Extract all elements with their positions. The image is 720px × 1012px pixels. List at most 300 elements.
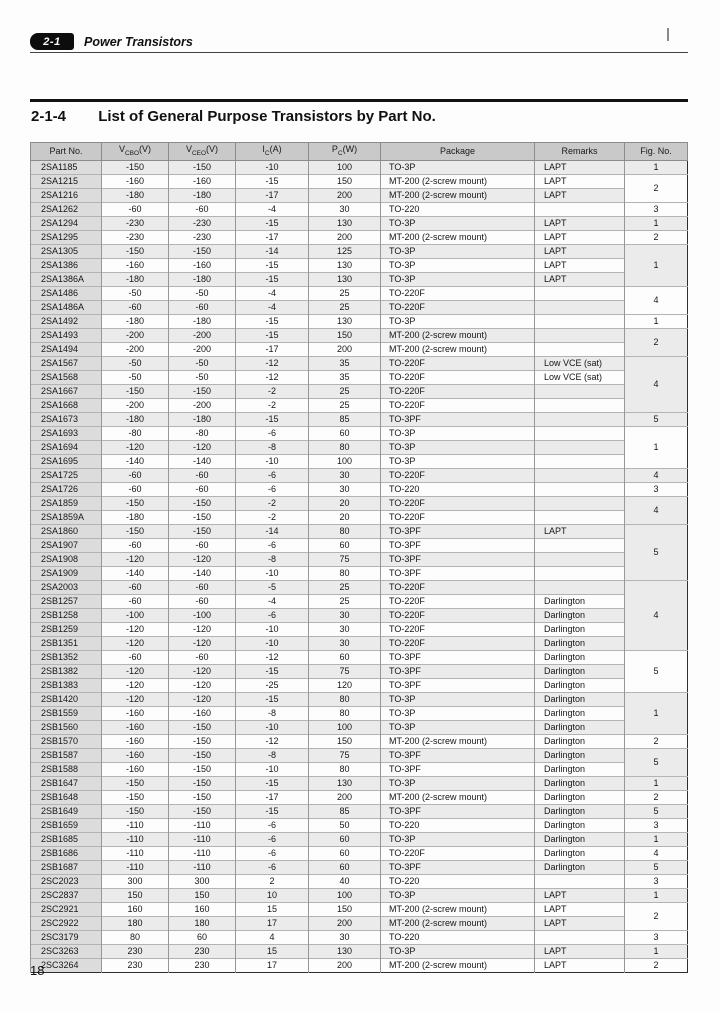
vceo-cell: -60 [169,202,236,216]
table-row [31,384,688,398]
package-cell: TO-3PF [381,552,535,566]
table-row [31,468,688,482]
vcbo-cell: -60 [102,650,169,664]
vceo-cell: -150 [169,804,236,818]
vcbo-cell: -150 [102,160,169,174]
table-row [31,622,688,636]
vcbo-cell: -60 [102,482,169,496]
table-row [31,664,688,678]
remarks-cell [535,426,625,440]
vceo-cell: -180 [169,314,236,328]
table-row [31,790,688,804]
table-row [31,538,688,552]
ic-cell: -17 [236,342,309,356]
table-row [31,762,688,776]
vceo-cell: -60 [169,594,236,608]
vcbo-cell: -120 [102,678,169,692]
fig-no-cell: 1 [625,944,688,958]
pc-cell: 130 [309,776,381,790]
package-cell: TO-3PF [381,412,535,426]
pc-cell: 30 [309,468,381,482]
pc-cell: 20 [309,496,381,510]
part-no-cell: 2SC2837 [31,888,102,902]
remarks-cell [535,440,625,454]
part-no-cell: 2SB1685 [31,832,102,846]
vceo-cell: -150 [169,748,236,762]
package-cell: MT-200 (2-screw mount) [381,790,535,804]
vcbo-cell: 230 [102,944,169,958]
package-cell: MT-200 (2-screw mount) [381,958,535,972]
part-no-cell: 2SC3264 [31,958,102,972]
remarks-cell: Darlington [535,678,625,692]
column-header: $V_{CEO}(V)$ [169,143,236,161]
package-cell: TO-220F [381,622,535,636]
vceo-cell: -50 [169,356,236,370]
package-cell: MT-200 (2-screw mount) [381,174,535,188]
header-rule [30,52,688,53]
vceo-cell: -150 [169,790,236,804]
remarks-cell [535,328,625,342]
package-cell: TO-3PF [381,804,535,818]
pc-cell: 60 [309,650,381,664]
vceo-cell: -150 [169,762,236,776]
vceo-cell: -150 [169,384,236,398]
pc-cell: 85 [309,804,381,818]
pc-cell: 80 [309,566,381,580]
part-no-cell: 2SA1668 [31,398,102,412]
vceo-cell: -110 [169,832,236,846]
vceo-cell: -120 [169,440,236,454]
pc-cell: 200 [309,342,381,356]
part-no-cell: 2SA1294 [31,216,102,230]
package-cell: TO-220F [381,608,535,622]
part-no-cell: 2SA1726 [31,482,102,496]
ic-cell: -4 [236,300,309,314]
ic-cell: 15 [236,902,309,916]
registration-mark [667,28,669,41]
vceo-cell: -50 [169,370,236,384]
part-no-cell: 2SB1258 [31,608,102,622]
pc-cell: 130 [309,258,381,272]
vceo-cell: -150 [169,524,236,538]
vcbo-cell: -110 [102,860,169,874]
pc-cell: 30 [309,636,381,650]
pc-cell: 125 [309,244,381,258]
remarks-cell: Darlington [535,720,625,734]
pc-cell: 25 [309,300,381,314]
remarks-cell: Darlington [535,748,625,762]
package-cell: TO-3P [381,832,535,846]
pc-cell: 150 [309,734,381,748]
ic-cell: -15 [236,258,309,272]
part-no-cell: 2SA1386A [31,272,102,286]
vceo-cell: -100 [169,608,236,622]
pc-cell: 150 [309,328,381,342]
pc-cell: 80 [309,524,381,538]
vceo-cell: -120 [169,552,236,566]
section-title-text: List of General Purpose Transistors by Part No. [98,108,436,125]
fig-no-cell: 1 [625,692,688,734]
vcbo-cell: -60 [102,538,169,552]
vceo-cell: -200 [169,342,236,356]
pc-cell: 30 [309,608,381,622]
ic-cell: -15 [236,174,309,188]
column-header: Package [381,143,535,161]
package-cell: TO-3P [381,776,535,790]
vcbo-cell: -180 [102,510,169,524]
vceo-cell: -180 [169,272,236,286]
remarks-cell: LAPT [535,258,625,272]
part-no-cell: 2SB1659 [31,818,102,832]
part-no-cell: 2SB1687 [31,860,102,874]
fig-no-cell: 1 [625,160,688,174]
pc-cell: 75 [309,552,381,566]
table-row [31,174,688,188]
table-row [31,776,688,790]
pc-cell: 80 [309,706,381,720]
vcbo-cell: -120 [102,664,169,678]
part-no-cell: 2SC3179 [31,930,102,944]
ic-cell: -12 [236,370,309,384]
vcbo-cell: -160 [102,748,169,762]
pc-cell: 130 [309,216,381,230]
vcbo-cell: -120 [102,692,169,706]
section-number: 2-1-4 [31,108,67,125]
table-row [31,748,688,762]
part-no-cell: 2SA1860 [31,524,102,538]
table-row [31,734,688,748]
vceo-cell: -120 [169,678,236,692]
part-no-cell: 2SA1567 [31,356,102,370]
column-header: Remarks [535,143,625,161]
remarks-cell: LAPT [535,902,625,916]
part-no-cell: 2SB1383 [31,678,102,692]
remarks-cell [535,314,625,328]
table-row [31,636,688,650]
vceo-cell: -180 [169,412,236,426]
ic-cell: -8 [236,706,309,720]
table-row [31,300,688,314]
part-no-cell: 2SB1351 [31,636,102,650]
ic-cell: -15 [236,664,309,678]
vcbo-cell: 230 [102,958,169,972]
part-no-cell: 2SA1216 [31,188,102,202]
table-row [31,258,688,272]
ic-cell: -2 [236,510,309,524]
vceo-cell: -180 [169,188,236,202]
part-no-cell: 2SA1493 [31,328,102,342]
fig-no-cell: 5 [625,748,688,776]
table-row [31,874,688,888]
fig-no-cell: 4 [625,496,688,524]
vcbo-cell: -200 [102,342,169,356]
pc-cell: 40 [309,874,381,888]
remarks-cell [535,468,625,482]
table-row [31,244,688,258]
fig-no-cell: 4 [625,580,688,650]
ic-cell: -17 [236,230,309,244]
fig-no-cell: 3 [625,874,688,888]
pc-cell: 100 [309,720,381,734]
pc-cell: 25 [309,286,381,300]
remarks-cell: Darlington [535,790,625,804]
column-header: Part No. [31,143,102,161]
vcbo-cell: -150 [102,804,169,818]
pc-cell: 100 [309,888,381,902]
ic-cell: 4 [236,930,309,944]
pc-cell: 130 [309,272,381,286]
fig-no-cell: 3 [625,818,688,832]
vceo-cell: 230 [169,958,236,972]
vcbo-cell: -160 [102,762,169,776]
ic-cell: -6 [236,468,309,482]
remarks-cell: Darlington [535,860,625,874]
part-no-cell: 2SA1859A [31,510,102,524]
vceo-cell: -150 [169,734,236,748]
column-header: $I_C(A)$ [236,143,309,161]
part-no-cell: 2SB1259 [31,622,102,636]
package-cell: TO-3P [381,706,535,720]
part-no-cell: 2SB1587 [31,748,102,762]
remarks-cell: Low VCE (sat) [535,370,625,384]
fig-no-cell: 4 [625,846,688,860]
package-cell: TO-220F [381,846,535,860]
vceo-cell: -160 [169,706,236,720]
table-row [31,370,688,384]
pc-cell: 80 [309,762,381,776]
pc-cell: 30 [309,622,381,636]
remarks-cell: LAPT [535,188,625,202]
package-cell: TO-3P [381,426,535,440]
vceo-cell: -160 [169,258,236,272]
fig-no-cell: 1 [625,426,688,468]
pc-cell: 100 [309,454,381,468]
remarks-cell: Darlington [535,706,625,720]
fig-no-cell: 2 [625,958,688,972]
package-cell: TO-3P [381,258,535,272]
table-row [31,594,688,608]
package-cell: MT-200 (2-screw mount) [381,342,535,356]
package-cell: TO-3P [381,440,535,454]
table-row [31,314,688,328]
pc-cell: 200 [309,958,381,972]
pc-cell: 150 [309,174,381,188]
column-header: Fig. No. [625,143,688,161]
table-row [31,650,688,664]
ic-cell: -10 [236,622,309,636]
vceo-cell: -140 [169,454,236,468]
vceo-cell: -150 [169,244,236,258]
ic-cell: -10 [236,762,309,776]
pc-cell: 30 [309,930,381,944]
remarks-cell [535,342,625,356]
package-cell: MT-200 (2-screw mount) [381,230,535,244]
ic-cell: -17 [236,790,309,804]
vcbo-cell: -120 [102,622,169,636]
package-cell: MT-200 (2-screw mount) [381,188,535,202]
table-row [31,524,688,538]
ic-cell: -2 [236,496,309,510]
ic-cell: -15 [236,776,309,790]
package-cell: TO-220F [381,398,535,412]
package-cell: TO-220 [381,482,535,496]
package-cell: TO-220F [381,300,535,314]
vceo-cell: -60 [169,468,236,482]
pc-cell: 50 [309,818,381,832]
part-no-cell: 2SA1859 [31,496,102,510]
part-no-cell: 2SA1185 [31,160,102,174]
package-cell: MT-200 (2-screw mount) [381,328,535,342]
table-row [31,398,688,412]
pc-cell: 25 [309,594,381,608]
part-no-cell: 2SA1693 [31,426,102,440]
vcbo-cell: -140 [102,454,169,468]
vceo-cell: -60 [169,650,236,664]
ic-cell: -2 [236,384,309,398]
part-no-cell: 2SB1570 [31,734,102,748]
table-row [31,216,688,230]
ic-cell: -25 [236,678,309,692]
remarks-cell: LAPT [535,944,625,958]
vceo-cell: -120 [169,636,236,650]
remarks-cell [535,300,625,314]
package-cell: TO-220F [381,468,535,482]
remarks-cell: LAPT [535,244,625,258]
ic-cell: -8 [236,748,309,762]
table-row [31,272,688,286]
ic-cell: -15 [236,412,309,426]
vcbo-cell: -180 [102,188,169,202]
vcbo-cell: -180 [102,314,169,328]
ic-cell: -6 [236,482,309,496]
ic-cell: 17 [236,958,309,972]
package-cell: TO-220F [381,496,535,510]
remarks-cell: LAPT [535,916,625,930]
package-cell: TO-220F [381,370,535,384]
vcbo-cell: 150 [102,888,169,902]
chapter-tab [30,33,74,50]
vceo-cell: -80 [169,426,236,440]
table-row [31,160,688,174]
remarks-cell: Darlington [535,692,625,706]
part-no-cell: 2SA1486 [31,286,102,300]
part-no-cell: 2SA1215 [31,174,102,188]
ic-cell: 15 [236,944,309,958]
part-no-cell: 2SA1667 [31,384,102,398]
fig-no-cell: 2 [625,790,688,804]
vcbo-cell: -150 [102,776,169,790]
vcbo-cell: 160 [102,902,169,916]
remarks-cell [535,552,625,566]
table-row [31,202,688,216]
vceo-cell: -150 [169,510,236,524]
ic-cell: -2 [236,398,309,412]
vcbo-cell: 180 [102,916,169,930]
fig-no-cell: 5 [625,860,688,874]
pc-cell: 200 [309,230,381,244]
remarks-cell [535,538,625,552]
part-no-cell: 2SA1568 [31,370,102,384]
pc-cell: 130 [309,944,381,958]
remarks-cell: Darlington [535,762,625,776]
package-cell: TO-3PF [381,538,535,552]
pc-cell: 85 [309,412,381,426]
table-row [31,846,688,860]
vcbo-cell: -50 [102,370,169,384]
pc-cell: 75 [309,748,381,762]
package-cell: TO-220F [381,384,535,398]
ic-cell: -5 [236,580,309,594]
vcbo-cell: -60 [102,594,169,608]
vcbo-cell: -180 [102,412,169,426]
pc-cell: 120 [309,678,381,692]
pc-cell: 35 [309,370,381,384]
ic-cell: 2 [236,874,309,888]
remarks-cell: LAPT [535,160,625,174]
table-row [31,832,688,846]
table-row [31,230,688,244]
fig-no-cell: 4 [625,286,688,314]
part-no-cell: 2SA1725 [31,468,102,482]
part-no-cell: 2SB1647 [31,776,102,790]
fig-no-cell: 2 [625,902,688,930]
remarks-cell [535,580,625,594]
part-no-cell: 2SA1486A [31,300,102,314]
part-no-cell: 2SA1908 [31,552,102,566]
ic-cell: -4 [236,202,309,216]
package-cell: TO-220F [381,594,535,608]
fig-no-cell: 3 [625,482,688,496]
pc-cell: 25 [309,580,381,594]
table-row [31,678,688,692]
package-cell: TO-220F [381,286,535,300]
vceo-cell: -150 [169,160,236,174]
pc-cell: 25 [309,384,381,398]
vceo-cell: -110 [169,846,236,860]
remarks-cell [535,510,625,524]
vceo-cell: 300 [169,874,236,888]
part-no-cell: 2SA1907 [31,538,102,552]
package-cell: TO-3PF [381,664,535,678]
table-row [31,552,688,566]
remarks-cell: LAPT [535,216,625,230]
ic-cell: -14 [236,524,309,538]
section-title [31,108,436,125]
remarks-cell [535,398,625,412]
pc-cell: 25 [309,398,381,412]
vceo-cell: -160 [169,174,236,188]
vceo-cell: -120 [169,664,236,678]
vcbo-cell: 300 [102,874,169,888]
package-cell: TO-220 [381,930,535,944]
part-no-cell: 2SA1262 [31,202,102,216]
vcbo-cell: -60 [102,580,169,594]
fig-no-cell: 5 [625,650,688,692]
ic-cell: -6 [236,426,309,440]
vceo-cell: -50 [169,286,236,300]
pc-cell: 60 [309,426,381,440]
ic-cell: -4 [236,594,309,608]
table-row [31,482,688,496]
table-row [31,454,688,468]
fig-no-cell: 2 [625,734,688,748]
vceo-cell: -60 [169,538,236,552]
vcbo-cell: -150 [102,384,169,398]
part-no-cell: 2SA1673 [31,412,102,426]
part-no-cell: 2SA1909 [31,566,102,580]
package-cell: TO-3PF [381,678,535,692]
package-cell: TO-3PF [381,748,535,762]
